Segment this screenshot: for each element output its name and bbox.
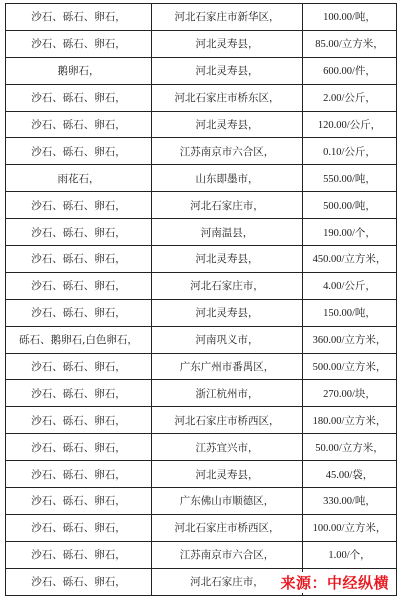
stone-type-cell: 沙石、砾石、卵石， — [6, 111, 152, 138]
location-cell: 山东即墨市， — [152, 165, 303, 192]
stone-type-cell: 沙石、砾石、卵石， — [6, 138, 152, 165]
location-cell: 河北石家庄市新华区， — [152, 4, 303, 31]
location-cell: 河北石家庄市， — [152, 568, 303, 595]
price-cell: 600.00/件， — [303, 57, 397, 84]
table-row — [6, 165, 397, 192]
location-cell: 河北灵寿县， — [152, 246, 303, 273]
location-cell: 江苏南京市六合区， — [152, 541, 303, 568]
price-cell: 450.00/立方米， — [303, 246, 397, 273]
table-row — [6, 192, 397, 219]
location-cell: 河北石家庄市桥西区， — [152, 407, 303, 434]
table-row — [6, 57, 397, 84]
stone-type-cell: 沙石、砾石、卵石， — [6, 514, 152, 541]
location-cell: 河北灵寿县， — [152, 111, 303, 138]
location-cell: 广东广州市番禺区， — [152, 353, 303, 380]
stone-type-cell: 沙石、砾石、卵石， — [6, 84, 152, 111]
stone-type-cell: 沙石、砾石、卵石， — [6, 568, 152, 595]
location-cell: 江苏南京市六合区， — [152, 138, 303, 165]
table-row — [6, 30, 397, 57]
location-cell: 浙江杭州市， — [152, 380, 303, 407]
table-row — [6, 488, 397, 515]
table-row — [6, 246, 397, 273]
price-cell: 50.00/立方米， — [303, 434, 397, 461]
table-row — [6, 461, 397, 488]
table-row — [6, 541, 397, 568]
price-cell: 2.00/公斤， — [303, 84, 397, 111]
price-cell: 45.00/袋， — [303, 461, 397, 488]
stone-type-cell: 沙石、砾石、卵石， — [6, 434, 152, 461]
table-row — [6, 272, 397, 299]
source-watermark: 来源：中经纵横 — [276, 572, 393, 593]
location-cell: 河北石家庄市， — [152, 272, 303, 299]
location-cell: 河北石家庄市， — [152, 192, 303, 219]
stone-price-table — [5, 3, 397, 596]
location-cell: 河南巩义市， — [152, 326, 303, 353]
table-row — [6, 299, 397, 326]
stone-type-cell: 沙石、砾石、卵石， — [6, 192, 152, 219]
price-cell: 330.00/吨， — [303, 488, 397, 515]
table-row — [6, 380, 397, 407]
location-cell: 河北灵寿县， — [152, 299, 303, 326]
price-cell: 100.00/吨， — [303, 4, 397, 31]
table-row — [6, 4, 397, 31]
price-cell: 180.00/立方米， — [303, 407, 397, 434]
stone-type-cell: 沙石、砾石、卵石， — [6, 246, 152, 273]
location-cell: 江苏宜兴市， — [152, 434, 303, 461]
stone-type-cell: 沙石、砾石、卵石， — [6, 407, 152, 434]
table-body — [6, 4, 397, 596]
location-cell: 河北石家庄市桥东区， — [152, 84, 303, 111]
stone-type-cell: 沙石、砾石、卵石， — [6, 219, 152, 246]
table-row — [6, 407, 397, 434]
table-row — [6, 514, 397, 541]
location-cell: 河北灵寿县， — [152, 30, 303, 57]
stone-type-cell: 雨花石， — [6, 165, 152, 192]
price-cell: 150.00/吨， — [303, 299, 397, 326]
stone-type-cell: 砾石、鹅卵石,白色卵石， — [6, 326, 152, 353]
price-cell: 100.00/立方米， — [303, 514, 397, 541]
location-cell: 河北灵寿县， — [152, 461, 303, 488]
stone-type-cell: 沙石、砾石、卵石， — [6, 272, 152, 299]
stone-type-cell: 沙石、砾石、卵石， — [6, 353, 152, 380]
location-cell: 河南温县， — [152, 219, 303, 246]
stone-type-cell: 沙石、砾石、卵石， — [6, 4, 152, 31]
table-row — [6, 353, 397, 380]
price-cell: 360.00/立方米， — [303, 326, 397, 353]
table-row — [6, 138, 397, 165]
stone-type-cell: 沙石、砾石、卵石， — [6, 541, 152, 568]
table-row — [6, 326, 397, 353]
price-cell: 120.00/公斤， — [303, 111, 397, 138]
stone-type-cell: 鹅卵石， — [6, 57, 152, 84]
location-cell: 河北石家庄市桥西区， — [152, 514, 303, 541]
table-row — [6, 434, 397, 461]
price-cell: 550.00/吨， — [303, 165, 397, 192]
stone-type-cell: 沙石、砾石、卵石， — [6, 30, 152, 57]
price-cell: 0.10/公斤， — [303, 138, 397, 165]
table-row — [6, 111, 397, 138]
table-row — [6, 84, 397, 111]
price-cell: 1.00/个， — [303, 541, 397, 568]
price-cell: 190.00/个， — [303, 219, 397, 246]
table-row — [6, 219, 397, 246]
location-cell: 河北灵寿县， — [152, 57, 303, 84]
stone-type-cell: 沙石、砾石、卵石， — [6, 299, 152, 326]
price-cell: 85.00/立方米， — [303, 30, 397, 57]
stone-type-cell: 沙石、砾石、卵石， — [6, 488, 152, 515]
price-cell: 500.00/立方米， — [303, 353, 397, 380]
price-cell: 4.00/公斤， — [303, 272, 397, 299]
price-cell: 270.00/块， — [303, 380, 397, 407]
stone-type-cell: 沙石、砾石、卵石， — [6, 380, 152, 407]
price-cell: 500.00/吨， — [303, 192, 397, 219]
location-cell: 广东佛山市顺德区， — [152, 488, 303, 515]
stone-type-cell: 沙石、砾石、卵石， — [6, 461, 152, 488]
